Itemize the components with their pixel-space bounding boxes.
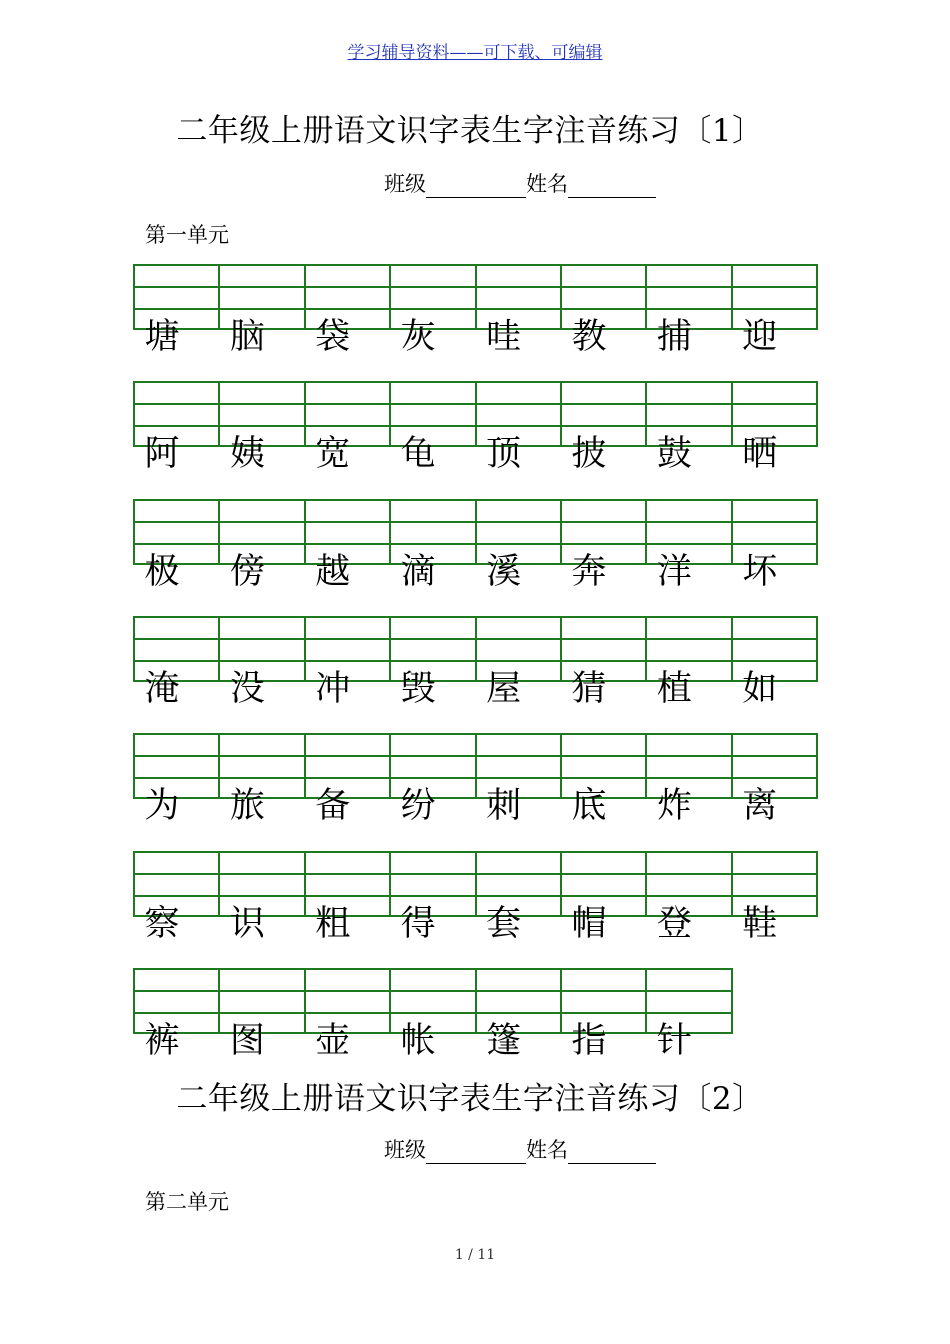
grid-line — [389, 501, 391, 563]
hanzi-character: 披 — [571, 434, 607, 475]
class-label: 班级 — [384, 1138, 426, 1162]
hanzi-character: 毁 — [400, 668, 436, 709]
grid-line — [218, 501, 220, 563]
hanzi-character: 教 — [571, 317, 607, 357]
grid-line — [218, 735, 220, 797]
grid-line — [389, 735, 391, 797]
hanzi-character: 刺 — [486, 786, 522, 827]
grid-line — [731, 383, 733, 445]
page-number: 1 / 11 — [454, 1247, 496, 1263]
grid-line — [475, 383, 477, 445]
grid-line — [475, 970, 477, 1032]
hanzi-character: 越 — [315, 551, 351, 592]
hanzi-character: 溪 — [486, 551, 522, 592]
hanzi-character: 极 — [144, 551, 180, 592]
hanzi-character: 针 — [656, 1020, 692, 1061]
hanzi-character: 阿 — [144, 434, 180, 475]
grid-line — [389, 618, 391, 680]
class-name-line-1 — [0, 168, 950, 198]
class-blank — [426, 1141, 526, 1164]
grid-line — [135, 1012, 731, 1014]
grid-line — [218, 970, 220, 1032]
grid-line — [645, 970, 647, 1032]
hanzi-character: 宽 — [315, 434, 351, 475]
unit-heading-2: 第二单元 — [145, 1190, 229, 1214]
hanzi-character: 识 — [229, 903, 265, 944]
grid-line — [560, 735, 562, 797]
hanzi-character: 洋 — [656, 551, 692, 592]
hanzi-character: 鼓 — [656, 434, 692, 475]
grid-line — [560, 383, 562, 445]
hanzi-character: 篷 — [486, 1020, 522, 1061]
grid-line — [218, 383, 220, 445]
grid-line — [731, 501, 733, 563]
hanzi-character: 为 — [144, 786, 180, 827]
hanzi-character: 傍 — [229, 551, 265, 592]
grid-line — [560, 853, 562, 915]
hanzi-character: 裤 — [144, 1020, 180, 1061]
hanzi-character: 察 — [144, 903, 180, 944]
hanzi-character: 备 — [315, 786, 351, 827]
hanzi-character: 冲 — [315, 668, 351, 709]
grid-line — [304, 501, 306, 563]
hanzi-character: 捕 — [656, 317, 692, 357]
name-blank — [568, 175, 656, 198]
grid-line — [645, 735, 647, 797]
hanzi-character: 壶 — [315, 1020, 351, 1061]
hanzi-character: 帐 — [400, 1020, 436, 1061]
grid-line — [731, 618, 733, 680]
hanzi-character: 炸 — [656, 786, 692, 827]
hanzi-character: 旅 — [229, 786, 265, 827]
grid-line — [304, 853, 306, 915]
class-name-line-2 — [0, 1134, 950, 1164]
grid-line — [218, 266, 220, 328]
hanzi-character: 屋 — [486, 668, 522, 709]
hanzi-character: 猜 — [571, 668, 607, 709]
grid-line — [475, 266, 477, 328]
hanzi-character: 坏 — [742, 551, 778, 592]
hanzi-character: 滴 — [400, 551, 436, 592]
hanzi-character: 离 — [742, 786, 778, 827]
hanzi-character: 迎 — [742, 317, 778, 357]
hanzi-character: 没 — [229, 668, 265, 709]
grid-line — [304, 970, 306, 1032]
hanzi-character: 粗 — [315, 903, 351, 944]
grid-line — [304, 383, 306, 445]
name-label: 姓名 — [526, 172, 568, 196]
hanzi-character: 底 — [571, 786, 607, 827]
hanzi-character: 登 — [656, 903, 692, 944]
grid-line — [645, 383, 647, 445]
header-link[interactable]: 学习辅导资料——可下载、可编辑 — [347, 43, 603, 63]
grid-line — [475, 501, 477, 563]
hanzi-character: 套 — [486, 903, 522, 944]
class-blank — [426, 175, 526, 198]
hanzi-character: 得 — [400, 903, 436, 944]
hanzi-character: 奔 — [571, 551, 607, 592]
page-title-2: 二年级上册语文识字表生字注音练习〔2〕 — [176, 1081, 764, 1117]
grid-line — [731, 735, 733, 797]
grid-line — [731, 853, 733, 915]
hanzi-character: 图 — [229, 1020, 265, 1061]
grid-line — [645, 853, 647, 915]
grid-line — [304, 735, 306, 797]
hanzi-character: 哇 — [486, 317, 522, 357]
grid-line — [389, 970, 391, 1032]
hanzi-character: 脑 — [229, 317, 265, 357]
grid-line — [475, 735, 477, 797]
grid-line — [645, 266, 647, 328]
unit-heading-1: 第一单元 — [145, 223, 229, 247]
grid-line — [218, 853, 220, 915]
grid-line — [389, 853, 391, 915]
class-label: 班级 — [384, 172, 426, 196]
hanzi-character: 灰 — [400, 317, 436, 357]
grid-line — [304, 618, 306, 680]
name-blank — [568, 1141, 656, 1164]
grid-line — [389, 266, 391, 328]
grid-line — [135, 990, 731, 992]
grid-line — [475, 618, 477, 680]
hanzi-character: 指 — [571, 1020, 607, 1061]
hanzi-character: 姨 — [229, 434, 265, 475]
grid-line — [560, 266, 562, 328]
hanzi-character: 晒 — [742, 434, 778, 475]
hanzi-character: 纷 — [400, 786, 436, 827]
hanzi-character: 如 — [742, 668, 778, 709]
hanzi-character: 塘 — [144, 317, 180, 357]
hanzi-character: 植 — [656, 668, 692, 709]
hanzi-character: 顶 — [486, 434, 522, 475]
grid-line — [560, 501, 562, 563]
hanzi-character: 龟 — [400, 434, 436, 475]
name-label: 姓名 — [526, 1138, 568, 1162]
grid-line — [389, 383, 391, 445]
grid-line — [218, 618, 220, 680]
grid-line — [731, 266, 733, 328]
grid-line — [475, 853, 477, 915]
hanzi-character: 帽 — [571, 903, 607, 944]
grid-line — [560, 970, 562, 1032]
hanzi-character: 鞋 — [742, 903, 778, 944]
grid-line — [560, 618, 562, 680]
grid-line — [304, 266, 306, 328]
hanzi-character: 袋 — [315, 317, 351, 357]
grid-line — [645, 618, 647, 680]
hanzi-character: 淹 — [144, 668, 180, 709]
grid-line — [645, 501, 647, 563]
page-title-1: 二年级上册语文识字表生字注音练习〔1〕 — [176, 113, 764, 149]
